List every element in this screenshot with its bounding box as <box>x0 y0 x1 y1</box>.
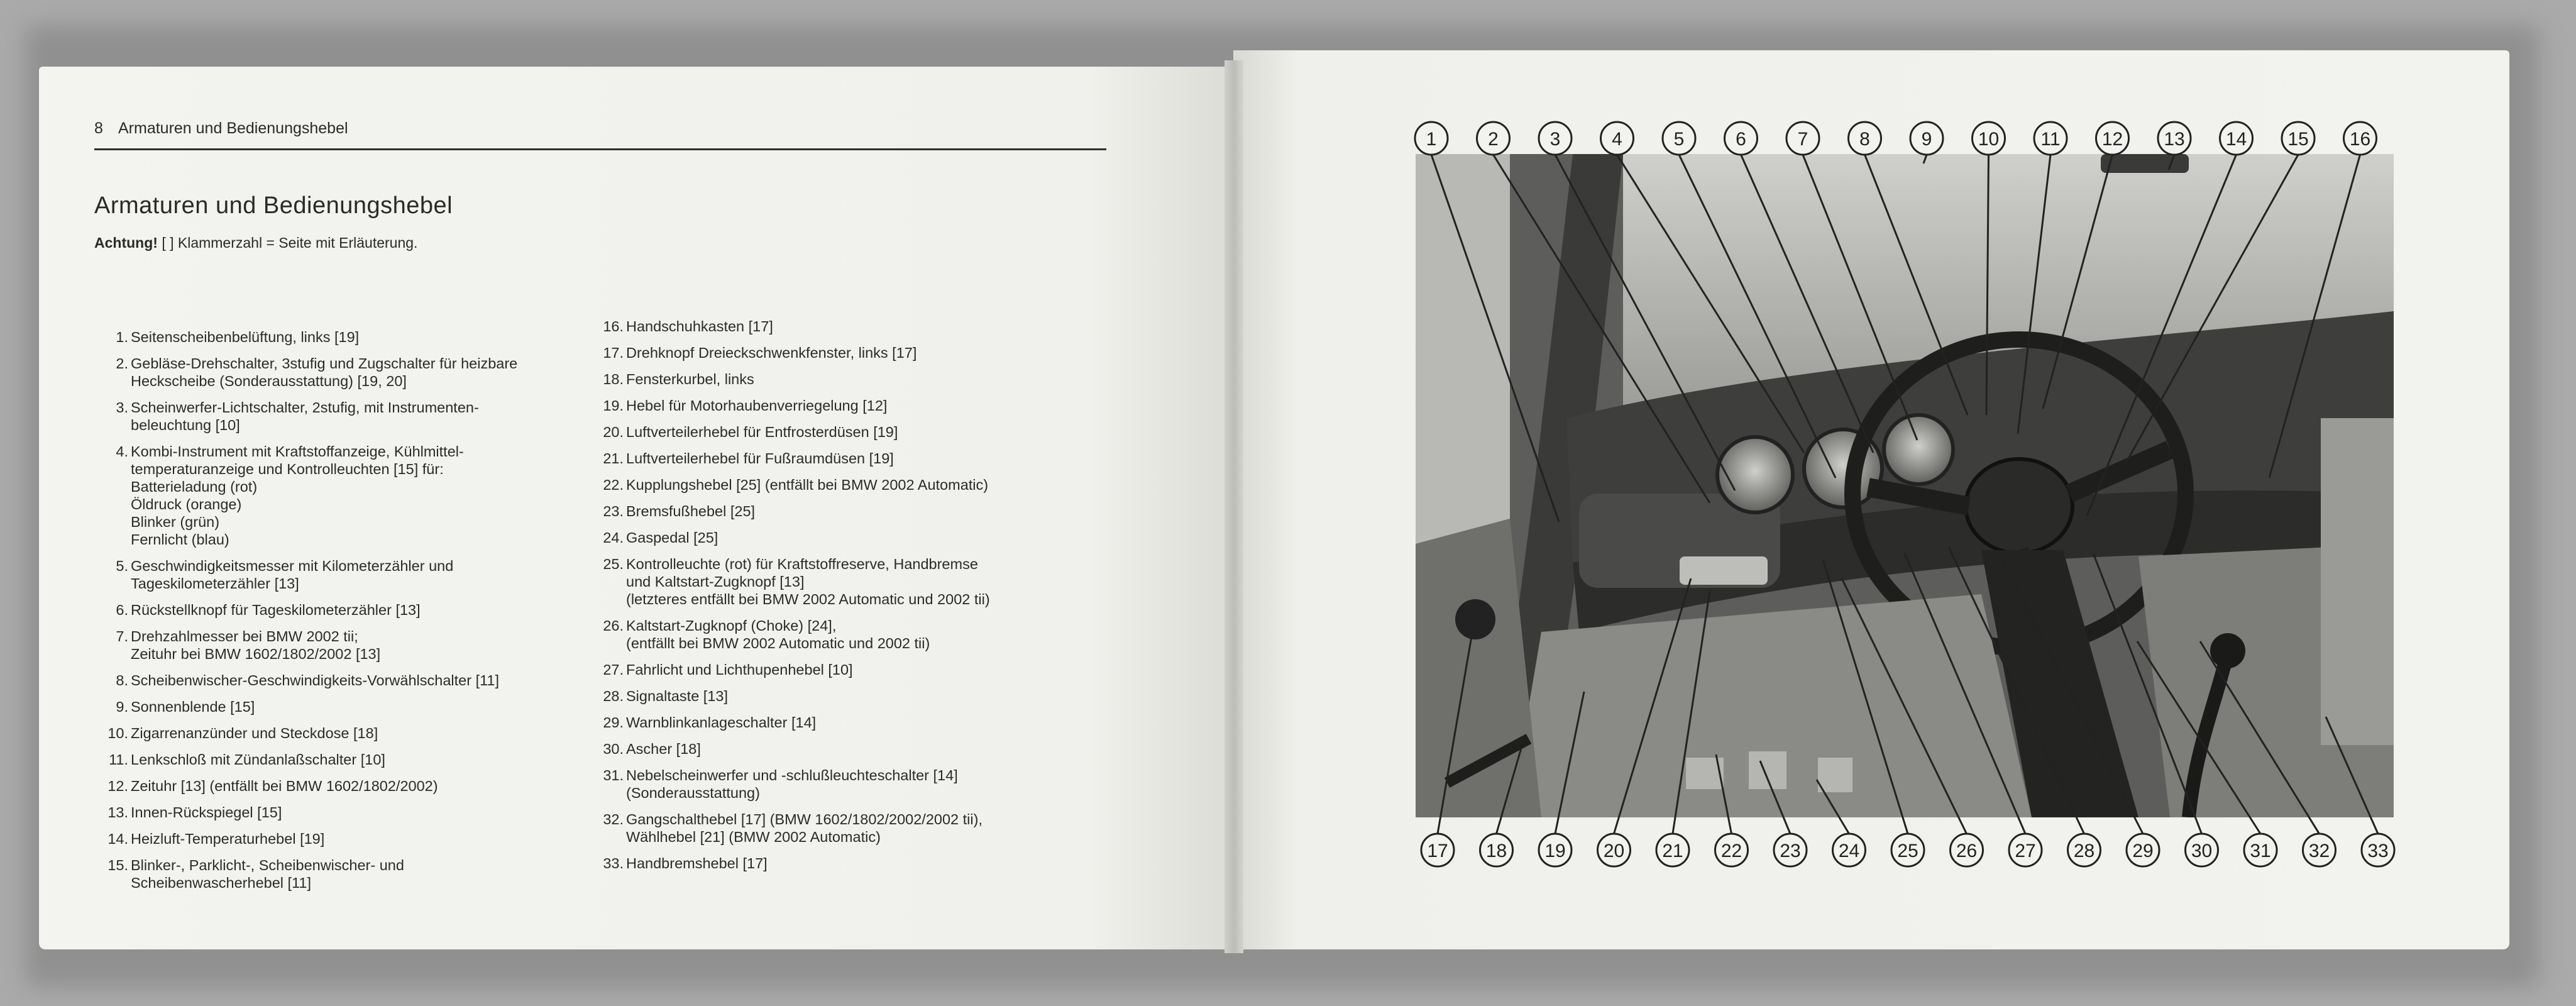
legend-item-text: Handbremshebel [17] <box>626 855 768 871</box>
note-text: [ ] Klammerzahl = Seite mit Erläuterung. <box>162 235 418 251</box>
legend-item-number: 10. <box>107 725 128 741</box>
leader-line <box>2269 155 2360 478</box>
legend-item-number: 24. <box>603 529 624 546</box>
callout-top-label: 14 <box>2225 129 2247 150</box>
legend-item-number: 3. <box>116 399 128 416</box>
callout-bottom-label: 22 <box>1720 841 1742 861</box>
legend-item-number: 11. <box>109 751 128 768</box>
page-title: Armaturen und Bedienungshebel <box>94 192 453 219</box>
note-bold: Achtung! <box>94 235 158 251</box>
leader-line <box>1817 780 1849 834</box>
callout-bottom-label: 31 <box>2250 841 2271 861</box>
leader-line <box>1999 553 2143 834</box>
callout-top-label: 9 <box>1921 129 1932 150</box>
leader-line <box>2125 155 2298 465</box>
callout-top-label: 13 <box>2164 129 2185 150</box>
leader-line <box>1949 547 2084 834</box>
legend-item-number: 9. <box>116 699 128 715</box>
leader-line <box>2093 553 2202 834</box>
legend-item-number: 20. <box>603 424 624 440</box>
running-title: Armaturen und Bedienungshebel <box>118 119 348 137</box>
legend-item-text: Lenkschloß mit Zündanlaßschalter [10] <box>131 751 385 768</box>
legend-item-number: 19. <box>603 397 624 414</box>
callout-bottom-label: 17 <box>1427 841 1448 861</box>
callout-top-label: 8 <box>1859 129 1870 150</box>
callout-bottom-label: 29 <box>2132 841 2154 861</box>
legend-item-number: 31. <box>603 767 624 783</box>
callout-bottom-label: 23 <box>1780 841 1801 861</box>
callout-top-label: 1 <box>1426 129 1437 150</box>
callout-bottom-label: 18 <box>1485 841 1507 861</box>
legend-item-text: Scheinwerfer-Lichtschalter, 2stufig, mit Instrumenten- beleuchtung [10] <box>131 399 479 433</box>
legend-item-number: 2. <box>116 355 128 372</box>
leader-line <box>2326 717 2378 834</box>
legend-item-text: Signaltaste [13] <box>626 688 728 704</box>
leader-line <box>1555 692 1584 834</box>
leader-line <box>2200 641 2320 834</box>
leader-line <box>1497 748 1522 834</box>
legend-item-number: 21. <box>603 450 624 467</box>
callout-bottom-label: 26 <box>1956 841 1978 861</box>
legend-item-number: 22. <box>603 477 624 493</box>
callout-bottom-label: 20 <box>1603 841 1625 861</box>
legend-item-text: Gebläse-Drehschalter, 3stufig und Zugschalter für heizbare Heckscheibe (Sonderausstattung) [19, 20] <box>131 355 518 389</box>
callout-top-label: 10 <box>1978 129 2000 150</box>
callout-top-label: 4 <box>1612 129 1622 150</box>
legend-item-text: Bremsfußhebel [25] <box>626 503 756 519</box>
callout-bottom-label: 27 <box>2015 841 2036 861</box>
legend-item-text: Handschuhkasten [17] <box>626 318 773 334</box>
callout-top-label: 6 <box>1736 129 1746 150</box>
legend-item-number: 7. <box>116 628 128 644</box>
leader-line <box>2018 155 2050 434</box>
legend-item-text: Geschwindigkeitsmesser mit Kilometerzähler und Tageskilometerzähler [13] <box>131 558 454 592</box>
callout-top-label: 5 <box>1673 129 1685 150</box>
callout-top-label: 12 <box>2101 129 2123 150</box>
leader-line <box>1905 553 2025 834</box>
legend-item-number: 32. <box>603 811 624 827</box>
legend-item-number: 15. <box>107 857 128 873</box>
legend-item-text: Kombi-Instrument mit Kraftstoffanzeige, Kühlmittel- temperaturanzeige und Kontrolleuchten [15] für: Batterieladung (rot) Öldruck (orange) Blinker (grün) Fernlicht (blau) <box>131 443 464 548</box>
leader-line <box>2169 155 2174 170</box>
legend-item-text: Innen-Rückspiegel [15] <box>131 804 282 821</box>
legend-item-number: 5. <box>116 558 128 574</box>
leader-line <box>2087 155 2237 516</box>
legend-item-number: 23. <box>603 503 624 519</box>
legend-item-text: Fensterkurbel, links <box>626 371 754 387</box>
leader-line <box>2043 155 2113 409</box>
legend-item-text: Zigarrenanzünder und Steckdose [18] <box>131 725 378 741</box>
callout-bottom-label: 28 <box>2073 841 2095 861</box>
legend-item-number: 8. <box>116 672 128 688</box>
legend-item-text: Luftverteilerhebel für Fußraumdüsen [19] <box>626 450 894 467</box>
callout-top-label: 2 <box>1488 129 1499 150</box>
legend-item-text: Ascher [18] <box>626 741 701 757</box>
legend-item-number: 16. <box>603 318 624 334</box>
callout-bottom-label: 24 <box>1838 841 1860 861</box>
legend-item-text: Warnblinkanlageschalter [14] <box>626 714 817 731</box>
legend-item-number: 18. <box>603 371 624 387</box>
leader-line <box>1760 761 1790 834</box>
leader-line <box>1741 155 1874 453</box>
legend-item-number: 13. <box>107 804 128 821</box>
legend-item-text: Kupplungshebel [25] (entfällt bei BMW 2002 Automatic) <box>626 477 989 493</box>
legend-item-text: Fahrlicht und Lichthupenhebel [10] <box>626 661 853 678</box>
legend-item-text: Sonnenblende [15] <box>131 699 255 715</box>
callout-top-label: 7 <box>1797 129 1808 150</box>
leader-line <box>1673 591 1710 834</box>
leader-line <box>1842 578 1967 834</box>
leader-line <box>1555 155 1735 490</box>
legend-item-text: Seitenscheibenbelüftung, links [19] <box>131 329 360 345</box>
legend-item-number: 27. <box>603 661 624 678</box>
leader-line <box>1986 155 1989 415</box>
callout-top-label: 11 <box>2040 129 2061 150</box>
legend-item-text: Hebel für Motorhaubenverriegelung [12] <box>626 397 888 414</box>
legend-item-text: Nebelscheinwerfer und -schlußleuchteschalter [14] (Sonderausstattung) <box>626 767 958 801</box>
legend-item-text: Scheibenwischer-Geschwindigkeits-Vorwählschalter [11] <box>131 672 500 688</box>
legend-item-text: Rückstellknopf für Tageskilometerzähler [13] <box>131 602 421 618</box>
legend-item-number: 17. <box>603 345 624 361</box>
legend-item-number: 14. <box>107 831 128 847</box>
leader-line <box>2137 641 2260 834</box>
callout-bottom-label: 19 <box>1544 841 1566 861</box>
callout-top-label: 15 <box>2287 129 2309 150</box>
leader-line <box>1716 754 1732 834</box>
legend-item-text: Drehknopf Dreieckschwenkfenster, links [17] <box>626 345 917 361</box>
legend-item-number: 30. <box>603 741 624 757</box>
legend-item-number: 1. <box>116 329 128 345</box>
legend-item-number: 28. <box>603 688 624 704</box>
legend-item-number: 12. <box>107 778 128 794</box>
leader-line <box>1823 560 1908 834</box>
legend-item-text: Zeituhr [13] (entfällt bei BMW 1602/1802/2002) <box>131 778 438 794</box>
leader-line <box>1865 155 1968 415</box>
legend-item-text: Kaltstart-Zugknopf (Choke) [24], (entfällt bei BMW 2002 Automatic und 2002 tii) <box>626 617 930 651</box>
leader-line <box>1494 155 1710 503</box>
leader-line <box>1924 155 1927 163</box>
legend-item-text: Kontrolleuchte (rot) für Kraftstoffreserve, Handbremse und Kaltstart-Zugknopf [13] (letzteres entfällt bei BMW 2002 Automatic und 2002 tii) <box>626 556 990 607</box>
legend-item-number: 6. <box>116 602 128 618</box>
legend-item-number: 26. <box>603 617 624 634</box>
legend-item-text: Gaspedal [25] <box>626 529 718 546</box>
legend-item-number: 25. <box>603 556 624 572</box>
legend-item-number: 29. <box>603 714 624 731</box>
legend-item-text: Blinker-, Parklicht-, Scheibenwischer- und Scheibenwascherhebel [11] <box>131 857 404 891</box>
page-number: 8 <box>94 119 103 137</box>
callout-top-label: 3 <box>1549 129 1561 150</box>
callout-bottom-label: 33 <box>2367 841 2389 861</box>
legend-item-number: 33. <box>603 855 624 871</box>
callout-bottom-label: 30 <box>2191 841 2213 861</box>
callout-bottom-label: 21 <box>1662 841 1683 861</box>
legend-item-text: Heizluft-Temperaturhebel [19] <box>131 831 325 847</box>
leader-line <box>1803 155 1917 440</box>
legend-item-text: Luftverteilerhebel für Entfrosterdüsen [19] <box>626 424 898 440</box>
callout-bottom-label: 25 <box>1897 841 1918 861</box>
legend-item-text: Gangschalthebel [17] (BMW 1602/1802/2002/2002 tii), Wählhebel [21] (BMW 2002 Automatic) <box>626 811 983 845</box>
callout-bottom-label: 32 <box>2308 841 2330 861</box>
leader-line <box>1438 604 1477 834</box>
legend-item-text: Drehzahlmesser bei BMW 2002 tii; Zeituhr bei BMW 1602/1802/2002 [13] <box>131 628 381 662</box>
leader-line <box>1431 155 1559 522</box>
legend-item-number: 4. <box>116 443 128 460</box>
leader-line <box>1617 155 1805 453</box>
callout-top-label: 16 <box>2349 129 2371 150</box>
